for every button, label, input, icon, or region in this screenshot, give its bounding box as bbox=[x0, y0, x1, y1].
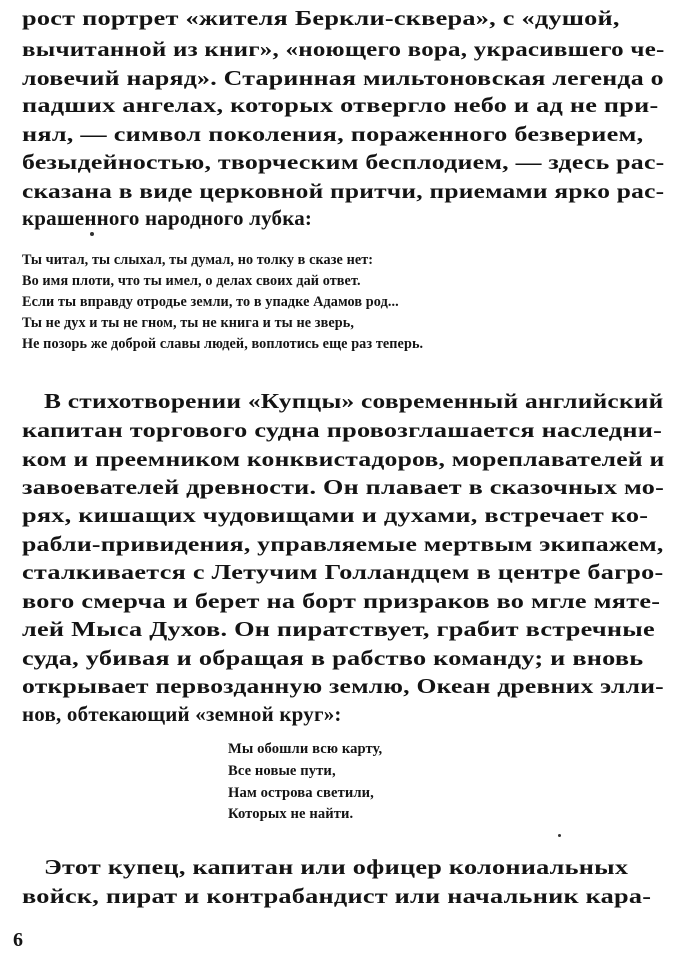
text-line: рабли-привидения, управляемые мертвым экипажем, bbox=[22, 532, 664, 556]
text-line: открывает первозданную землю, Океан древних элли- bbox=[22, 674, 664, 698]
verse-line: Ты не дух и ты не гном, ты не книга и ты не зверь, bbox=[22, 315, 354, 331]
verse-line: Мы обошли всю карту, bbox=[228, 741, 383, 757]
text-line: В стихотворении «Купцы» современный английский bbox=[44, 389, 664, 413]
print-speck bbox=[90, 232, 94, 236]
text-line: падших ангелах, которых отвергло небо и ад не при- bbox=[22, 93, 659, 117]
text-line: крашенного народного лубка: bbox=[22, 206, 313, 230]
page-number: 6 bbox=[13, 929, 23, 951]
text-line: сталкивается с Летучим Голландцем в центре багро- bbox=[22, 560, 664, 584]
text-line: лей Мыса Духов. Он пиратствует, грабит встречные bbox=[22, 617, 655, 641]
verse-line: Во имя плоти, что ты имел, о делах своих дай ответ. bbox=[22, 273, 361, 289]
verse-line: Которых не найти. bbox=[228, 806, 354, 822]
verse-line: Ты читал, ты слыхал, ты думал, но толку в сказе нет: bbox=[22, 252, 374, 268]
text-line: нял, — символ поколения, пораженного безверием, bbox=[22, 122, 644, 146]
text-line: Этот купец, капитан или офицер колониальных bbox=[44, 855, 629, 879]
verse-line: Нам острова светили, bbox=[228, 785, 374, 801]
text-line: капитан торгового судна провозглашается наследни- bbox=[22, 418, 663, 442]
print-speck bbox=[558, 834, 561, 837]
text-line: рях, кишащих чудовищами и духами, встречает ко- bbox=[22, 503, 649, 527]
text-line: суда, убивая и обращая в рабство команду; и вновь bbox=[22, 646, 644, 670]
text-line: ком и преемником конквистадоров, мореплавателей и bbox=[22, 447, 665, 471]
text-line: завоевателей древности. Он плавает в сказочных мо- bbox=[22, 475, 665, 499]
verse-line: Если ты вправду отродье земли, то в упадке Адамов род... bbox=[22, 294, 399, 310]
verse-line: Все новые пути, bbox=[228, 763, 336, 779]
verse-line: Не позорь же доброй славы людей, воплотись еще раз теперь. bbox=[22, 336, 424, 352]
text-line: рост портрет «жителя Беркли-сквера», с «душой, bbox=[22, 6, 620, 30]
text-line: вычитанной из книг», «ноющего вора, украсившего че- bbox=[22, 37, 665, 61]
text-line: войск, пират и контрабандист или начальник кара- bbox=[22, 884, 652, 908]
text-line: нов, обтекающий «земной круг»: bbox=[22, 702, 342, 726]
text-line: ловечий наряд». Старинная мильтоновская легенда о bbox=[22, 66, 664, 90]
text-line: сказана в виде церковной притчи, приемами ярко рас- bbox=[22, 179, 665, 203]
text-line: вого смерча и берет на борт призраков во мгле мяте- bbox=[22, 589, 661, 613]
text-line: безыдейностью, творческим бесплодием, — здесь рас- bbox=[22, 150, 665, 174]
